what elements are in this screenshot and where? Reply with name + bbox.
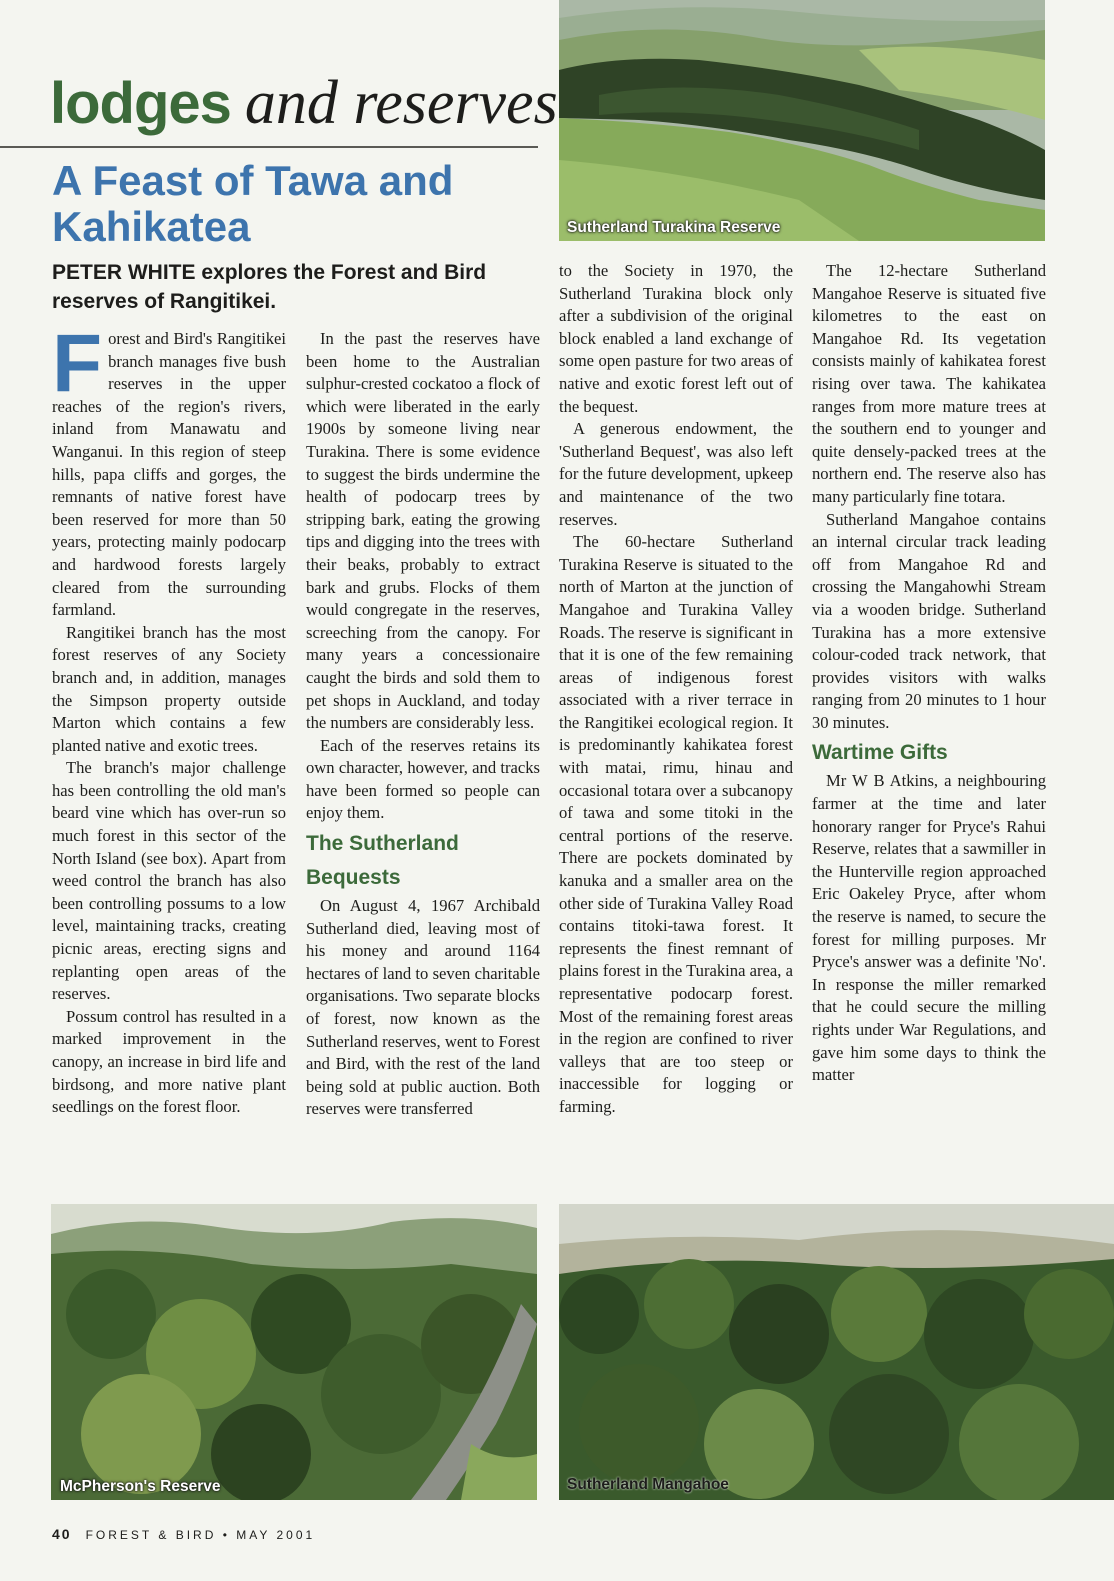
paragraph-4: Possum control has resulted in a marked improvement in the canopy, an increase in bird life and birdsong, and more native plant seedlings on the forest floor. <box>52 1006 286 1117</box>
paragraph-2: Rangitikei branch has the most forest reserves of any Society branch and, in addition, manages the Simpson property outside Marton which contains a few planted native and exotic trees. <box>52 622 286 755</box>
section-title-bold: lodges <box>50 71 231 136</box>
paragraph-1-text: orest and Bird's Rangitikei branch manages five bush reserves in the upper reaches of the region's rivers, inland from Manawatu and Wanganui. In this region of steep hills, papa cliffs and gorges, the remnants of native forest have been reserved for more than 50 years, protecting mainly podocarp and hardwood forests largely cleared from the surrounding farmland. <box>52 329 286 620</box>
paragraph-6: Each of the reserves retains its own character, however, and tracks have been formed so people can enjoy them. <box>306 735 540 823</box>
paragraph-3: The branch's major challenge has been controlling the old man's beard vine which has over-run so much forest in this sector of the North Island (see box). Apart from weed control the branch has also been controlling possums to a low level, maintaining tracks, creating picnic areas, erecting signs and replanting open areas of the reserves. <box>52 758 286 1004</box>
publication-line: FOREST & BIRD • MAY 2001 <box>85 1528 316 1542</box>
paragraph-11: The 12-hectare Sutherland Mangahoe Reserve is situated five kilometres to the east on Mangahoe Rd. Its vegetation consists mainly of kahikatea forest rising over tawa. The kahikatea ranges from more mature trees at the southern end to younger and quite densely-packed trees at the northern end. The reserve also has many particularly fine totara. <box>812 261 1046 506</box>
page-number: 40 <box>52 1526 72 1542</box>
subhead-wartime-gifts: Wartime Gifts <box>812 741 948 765</box>
paragraph-12: Sutherland Mangahoe contains an internal circular track leading off from Mangahoe Rd and crossing the Mangahowhi Stream via a wooden bridge. Sutherland Turakina has a more extensive colour-coded track network, that provides visitors with walks ranging from 20 minutes to 1 hour 30 minutes. <box>812 509 1046 732</box>
paragraph-9: A generous endowment, the 'Sutherland Bequest', was also left for the future development, upkeep and maintenance of the two reserves. <box>559 419 793 529</box>
paragraph-5: In the past the reserves have been home to the Australian sulphur-crested cockatoo a flock of which were liberated in the early 1900s by someone living near Turakina. There is some evidence to suggest the birds undermine the health of podocarp trees by stripping bark, eating the growing tips and digging into the trees with their beaks, probably to extract bark and grubs. Flocks of them would congregate in the reserves, screeching from the canopy. For many years a concessionaire caught the birds and sold them to pet shops in Auckland, and today the numbers are considerably less. <box>306 329 540 733</box>
paragraph-7: On August 4, 1967 Archibald Sutherland died, leaving most of his money and around 1164 hectares of land to seven charitable organisations. Two separate blocks of forest, now known as the Sutherland reserves, went to Forest and Bird, with the rest of the land being sold at public auction. Both reserves were transferred <box>306 896 540 1119</box>
article-column-1 <box>52 318 286 1119</box>
photo-mcphersons-reserve <box>51 1204 537 1500</box>
paragraph-10: The 60-hectare Sutherland Turakina Reserve is situated to the north of Marton at the junction of Mangahoe and Turakina Valley Roads. The reserve is significant in that it is one of the few remaining areas of indigenous forest associated with a river terrace in the Rangitikei ecological region. It is predominantly kahikatea forest with matai, rimu, hinau and occasional totara over a subcanopy of tawa and some titoki in the central portions of the reserve. There are pockets dominated by kanuka and a smaller area on the other side of Turakina Valley Road contains titoki-tawa forest. It represents the finest remnant of plains forest in the Turakina area, a representative podocarp forest. Most of the remaining forest areas in the region are confined to river valleys that are too steep or inaccessible for logging or farming. <box>559 532 793 1116</box>
paragraph-13: Mr W B Atkins, a neighbouring farmer at the time and later honorary ranger for Pryce's Rahui Reserve, relates that a sawmiller in the Hunterville region approached Eric Oakeley Pryce, after whom the reserve is named, to secure the forest for milling purposes. Mr Pryce's answer was a definite 'No'. In response the miller remarked that he could secure the milling rights under War Regulations, and gave him some days to think the matter <box>812 771 1046 1085</box>
article-column-4 <box>812 260 1046 1087</box>
photo-sutherland-mangahoe <box>559 1204 1114 1500</box>
paragraph-1 <box>52 318 286 622</box>
section-title-italic: and reserves <box>244 69 558 137</box>
section-title <box>50 68 560 139</box>
dropcap-letter: F <box>52 318 103 409</box>
article-standfirst: PETER WHITE explores the Forest and Bird reserves of Rangitikei. <box>52 261 487 313</box>
article-column-2 <box>306 328 540 1121</box>
page-footer <box>52 1526 315 1542</box>
caption-mcphersons-reserve: McPherson's Reserve <box>60 1478 221 1495</box>
photo-sutherland-turakina <box>559 0 1045 241</box>
paragraph-8: to the Society in 1970, the Sutherland Turakina block only after a subdivision of the original block enabled a land exchange of some open pasture for two areas of native and exotic forest left out of the bequest. <box>559 261 793 416</box>
article-column-3 <box>559 260 793 1119</box>
caption-sutherland-mangahoe: Sutherland Mangahoe <box>567 1476 729 1493</box>
article-headline: A Feast of Tawa and Kahikatea <box>52 157 454 250</box>
subhead-sutherland-bequests: The Sutherland Bequests <box>306 832 459 890</box>
caption-sutherland-turakina: Sutherland Turakina Reserve <box>567 219 781 236</box>
header-rule <box>0 146 538 148</box>
